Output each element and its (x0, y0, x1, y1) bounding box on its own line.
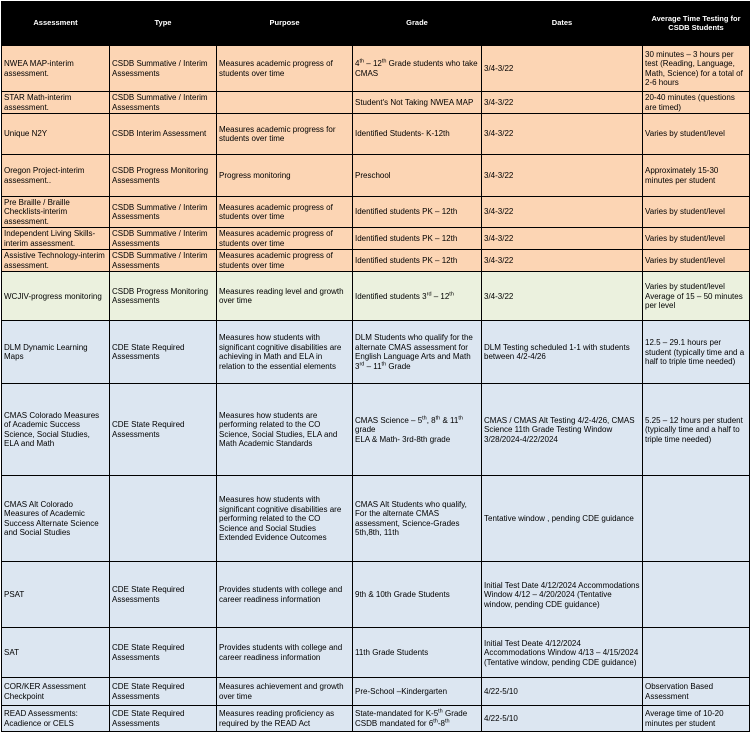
cell-purpose: Measures reading proficiency as required by the READ Act (217, 706, 353, 732)
header-assessment: Assessment (2, 2, 110, 46)
cell-grade: 11th Grade Students (353, 628, 482, 678)
cell-dates: 3/4-3/22 (482, 155, 643, 197)
cell-assessment: CMAS Alt Colorado Measures of Academic Success Alternate Science and Social Studies (2, 476, 110, 562)
cell-purpose: Measures academic progress of students over time (217, 46, 353, 92)
cell-type: CDE State Required Assessments (110, 678, 217, 706)
cell-purpose: Measures academic progress of students over time (217, 197, 353, 228)
cell-assessment: COR/KER Assessment Checkpoint (2, 678, 110, 706)
cell-type (110, 476, 217, 562)
cell-assessment: STAR Math-interim assessment. (2, 92, 110, 114)
cell-time: Varies by student/level (643, 250, 750, 272)
cell-assessment: PSAT (2, 562, 110, 628)
cell-type: CDE State Required Assessments (110, 628, 217, 678)
table-row (2, 476, 750, 562)
cell-time: Approximately 15-30 minutes per student (643, 155, 750, 197)
table-row (2, 197, 750, 228)
cell-grade: Identified students 3rd – 12th (353, 272, 482, 321)
cell-time: 20-40 minutes (questions are timed) (643, 92, 750, 114)
table-row (2, 384, 750, 476)
table-row (2, 706, 750, 732)
cell-time: Observation Based Assessment (643, 678, 750, 706)
cell-purpose: Provides students with college and career readiness information (217, 628, 353, 678)
cell-time: Varies by student/level Average of 15 – 50 minutes per level (643, 272, 750, 321)
cell-purpose: Measures academic progress for students over time (217, 114, 353, 155)
cell-dates: Tentative window , pending CDE guidance (482, 476, 643, 562)
cell-type: CDE State Required Assessments (110, 706, 217, 732)
cell-assessment: DLM Dynamic Learning Maps (2, 321, 110, 384)
table-row (2, 92, 750, 114)
table-row (2, 321, 750, 384)
cell-time: 30 minutes – 3 hours per test (Reading, Language, Math, Science) for a total of 2-6 hours (643, 46, 750, 92)
cell-dates: 3/4-3/22 (482, 250, 643, 272)
cell-type: CSDB Progress Monitoring Assessments (110, 272, 217, 321)
cell-time: Average time of 10-20 minutes per student (643, 706, 750, 732)
cell-dates: Initial Test Deate 4/12/2024 Accommodations Window 4/13 – 4/15/2024 (Tentative window, pending CDE guidance) (482, 628, 643, 678)
cell-dates: 4/22-5/10 (482, 706, 643, 732)
cell-type: CSDB Progress Monitoring Assessments (110, 155, 217, 197)
cell-grade: Student's Not Taking NWEA MAP (353, 92, 482, 114)
table-row (2, 562, 750, 628)
cell-time: 5.25 – 12 hours per student (typically time and a half to triple time needed) (643, 384, 750, 476)
cell-assessment: WCJIV-progress monitoring (2, 272, 110, 321)
cell-time: Varies by student/level (643, 114, 750, 155)
table-row (2, 250, 750, 272)
cell-purpose (217, 92, 353, 114)
cell-type: CSDB Summative / Interim Assessments (110, 250, 217, 272)
table-row (2, 272, 750, 321)
cell-assessment: Assistive Technology-interim assessment. (2, 250, 110, 272)
header-dates: Dates (482, 2, 643, 46)
cell-dates: 3/4-3/22 (482, 114, 643, 155)
cell-dates: 3/4-3/22 (482, 228, 643, 250)
cell-grade: 4th – 12th Grade students who take CMAS (353, 46, 482, 92)
cell-time: 12.5 – 29.1 hours per student (typically time and a half to triple time needed) (643, 321, 750, 384)
cell-grade: Identified Students- K-12th (353, 114, 482, 155)
cell-grade: Identified students PK – 12th (353, 197, 482, 228)
cell-grade: Pre-School –Kindergarten (353, 678, 482, 706)
cell-dates: 4/22-5/10 (482, 678, 643, 706)
cell-type: CDE State Required Assessments (110, 562, 217, 628)
header-row (2, 2, 750, 46)
header-purpose: Purpose (217, 2, 353, 46)
header-grade: Grade (353, 2, 482, 46)
cell-type: CSDB Summative / Interim Assessments (110, 228, 217, 250)
table-row (2, 678, 750, 706)
cell-assessment: Unique N2Y (2, 114, 110, 155)
cell-type: CDE State Required Assessments (110, 384, 217, 476)
header-type: Type (110, 2, 217, 46)
cell-grade: CMAS Alt Students who qualify, For the alternate CMAS assessment, Science-Grades 5th,8th, 11th (353, 476, 482, 562)
cell-dates: Initial Test Date 4/12/2024 Accommodations Window 4/12 – 4/20/2024 (Tentative window, pending CDE guidance) (482, 562, 643, 628)
cell-type: CSDB Summative / Interim Assessments (110, 197, 217, 228)
cell-assessment: READ Assessments: Acadience or CELS (2, 706, 110, 732)
cell-dates: 3/4-3/22 (482, 197, 643, 228)
cell-grade: CMAS Science – 5th, 8th & 11th grade ELA & Math- 3rd-8th grade (353, 384, 482, 476)
cell-purpose: Measures how students are performing related to the CO Science, Social Studies, ELA and Math Academic Standards (217, 384, 353, 476)
cell-purpose: Measures academic progress of students over time (217, 228, 353, 250)
cell-assessment: CMAS Colorado Measures of Academic Success Science, Social Studies, ELA and Math (2, 384, 110, 476)
cell-purpose: Measures academic progress of students over time (217, 250, 353, 272)
cell-type: CDE State Required Assessments (110, 321, 217, 384)
cell-dates: CMAS / CMAS Alt Testing 4/2-4/26, CMAS Science 11th Grade Testing Window 3/28/2024-4/22/2024 (482, 384, 643, 476)
cell-dates: 3/4-3/22 (482, 46, 643, 92)
cell-grade: DLM Students who qualify for the alternate CMAS assessment for English Language Arts and Math 3rd – 11th Grade (353, 321, 482, 384)
cell-purpose: Provides students with college and career readiness information (217, 562, 353, 628)
cell-assessment: Independent Living Skills-interim assessment. (2, 228, 110, 250)
cell-assessment: SAT (2, 628, 110, 678)
cell-grade: 9th & 10th Grade Students (353, 562, 482, 628)
cell-assessment: Oregon Project-interim assessment.. (2, 155, 110, 197)
cell-dates: 3/4-3/22 (482, 272, 643, 321)
cell-time (643, 476, 750, 562)
cell-grade: Preschool (353, 155, 482, 197)
cell-type: CSDB Summative / Interim Assessments (110, 92, 217, 114)
assessment-table (1, 1, 750, 732)
cell-grade: State-mandated for K-5th Grade CSDB mandated for 6th-8th (353, 706, 482, 732)
cell-time: Varies by student/level (643, 228, 750, 250)
cell-type: CSDB Interim Assessment (110, 114, 217, 155)
header-time: Average Time Testing for CSDB Students (643, 2, 750, 46)
table-row (2, 46, 750, 92)
table-row (2, 228, 750, 250)
cell-purpose: Measures how students with significant cognitive disabilities are performing related to the CO Science and Social Studies Extended Evidence Outcomes (217, 476, 353, 562)
cell-assessment: NWEA MAP-interim assessment. (2, 46, 110, 92)
table-row (2, 628, 750, 678)
cell-time: Varies by student/level (643, 197, 750, 228)
cell-purpose: Measures reading level and growth over time (217, 272, 353, 321)
cell-time (643, 562, 750, 628)
cell-grade: Identified students PK – 12th (353, 250, 482, 272)
table-row (2, 155, 750, 197)
table-row (2, 114, 750, 155)
cell-time (643, 628, 750, 678)
cell-dates: 3/4-3/22 (482, 92, 643, 114)
cell-type: CSDB Summative / Interim Assessments (110, 46, 217, 92)
cell-assessment: Pre Braille / Braille Checklists-interim assessment. (2, 197, 110, 228)
cell-dates: DLM Testing scheduled 1-1 with students between 4/2-4/26 (482, 321, 643, 384)
cell-purpose: Measures achievement and growth over time (217, 678, 353, 706)
cell-purpose: Measures how students with significant cognitive disabilities are achieving in Math and ELA in relation to the essential elements (217, 321, 353, 384)
cell-purpose: Progress monitoring (217, 155, 353, 197)
cell-grade: Identified students PK – 12th (353, 228, 482, 250)
